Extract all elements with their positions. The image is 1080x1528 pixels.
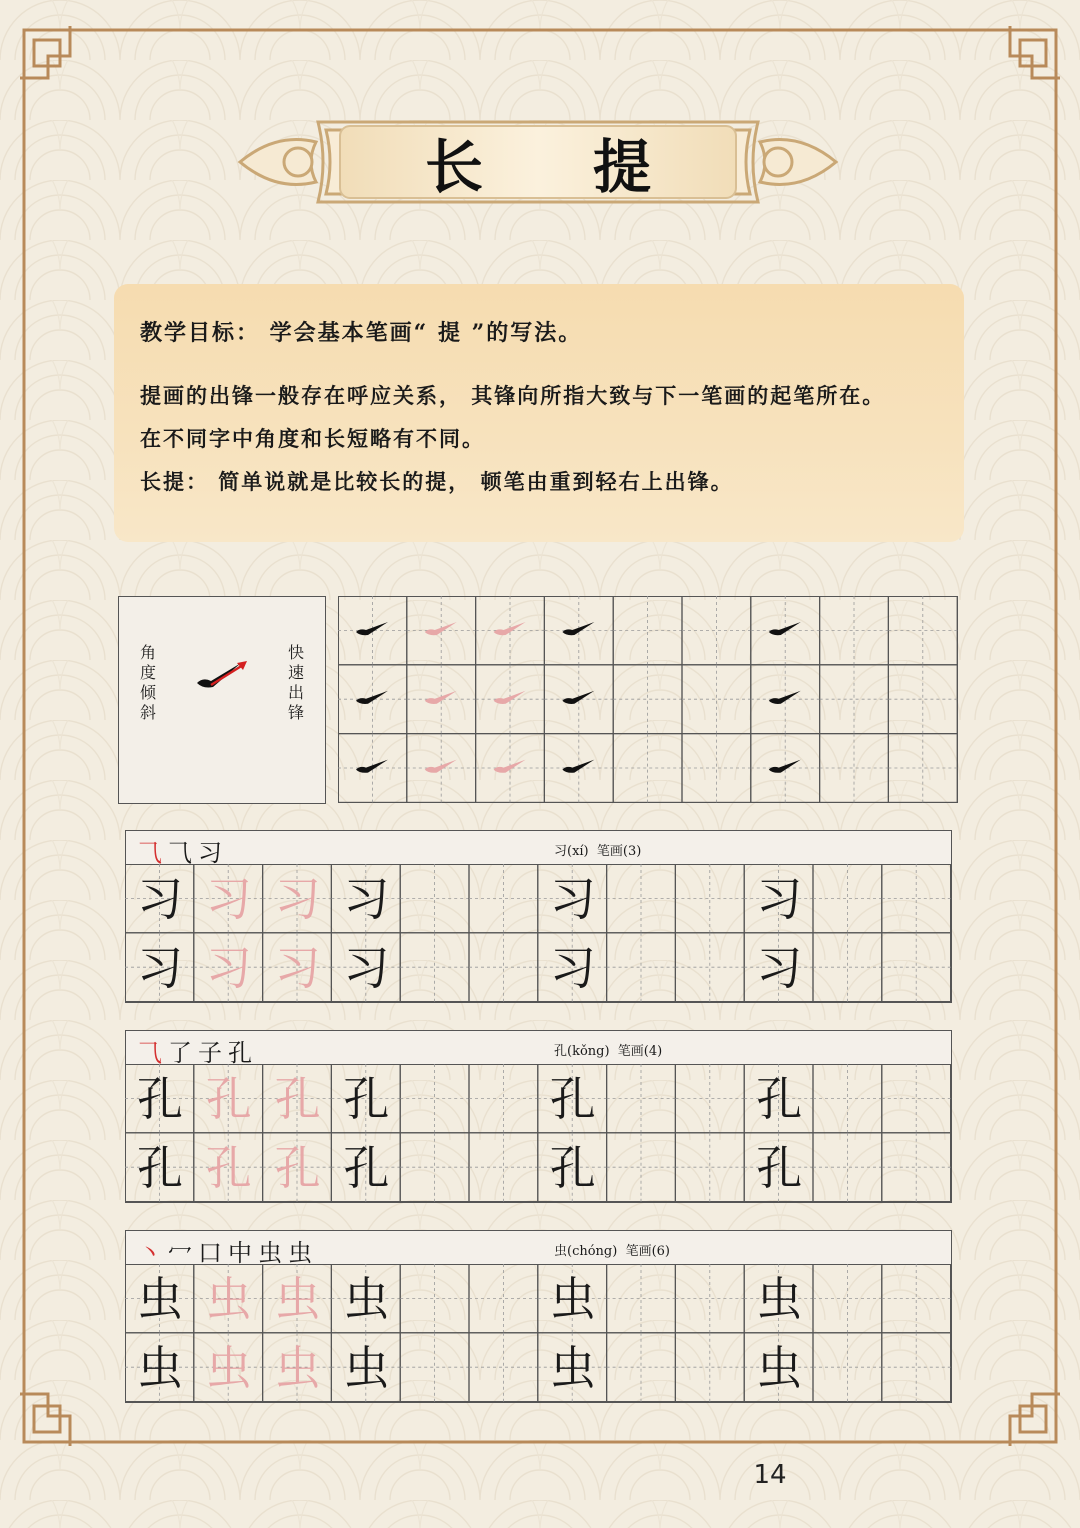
stroke-demo-icon xyxy=(189,653,259,699)
character-grid xyxy=(125,1064,952,1203)
model-character: 习 xyxy=(549,872,596,926)
trace-character: 习 xyxy=(205,940,252,995)
tick-stroke-sample xyxy=(425,691,457,704)
model-character: 虫 xyxy=(343,1272,390,1326)
character-grid xyxy=(125,1264,952,1403)
model-character: 虫 xyxy=(756,1340,803,1395)
trace-character: 孔 xyxy=(274,1072,321,1126)
trace-character: 虫 xyxy=(205,1340,252,1395)
stroke-order-step: 虫 xyxy=(258,1239,282,1267)
tick-stroke-sample xyxy=(494,691,526,704)
stroke-order-step: 孔 xyxy=(228,1039,252,1067)
trace-character: 孔 xyxy=(274,1140,321,1195)
stroke-order xyxy=(138,1033,258,1068)
trace-character: 习 xyxy=(205,872,252,926)
page-number: 14 xyxy=(753,1460,787,1490)
model-character: 虫 xyxy=(756,1272,803,1326)
goal-text-3: 长提： 简单说就是比较长的提， 顿笔由重到轻右上出锋。 xyxy=(140,469,734,494)
stroke-order-header xyxy=(125,1030,952,1067)
model-character: 虫 xyxy=(549,1340,596,1395)
model-character: 孔 xyxy=(549,1140,596,1195)
model-character: 孔 xyxy=(756,1072,803,1126)
model-character: 虫 xyxy=(549,1272,596,1326)
trace-character: 虫 xyxy=(274,1340,321,1395)
model-character: 习 xyxy=(343,872,390,926)
stroke-order-step: 丶 xyxy=(138,1239,162,1267)
character-info: 虫(chóng) 笔画(6) xyxy=(554,1244,670,1259)
stroke-order-step: 中 xyxy=(228,1239,252,1267)
page-title xyxy=(340,124,736,200)
tick-stroke-sample xyxy=(494,760,526,773)
trace-character: 虫 xyxy=(274,1272,321,1326)
stroke-order xyxy=(138,1233,318,1268)
model-character: 虫 xyxy=(343,1340,390,1395)
goal-text-1: 提画的出锋一般存在呼应关系， 其锋向所指大致与下一笔画的起笔所在。 xyxy=(140,383,886,408)
demo-right-label: 快速出锋 xyxy=(287,643,304,722)
stroke-order-step: 了 xyxy=(168,1039,192,1067)
character-info: 习(xí) 笔画(3) xyxy=(554,844,642,859)
stroke-order-step: 习 xyxy=(198,839,222,867)
tick-stroke-sample xyxy=(425,622,457,635)
teaching-goal-box xyxy=(114,284,964,542)
title-char-1: 长 xyxy=(424,133,483,201)
trace-character: 虫 xyxy=(205,1272,252,1326)
stroke-order-step: ⺄ xyxy=(138,839,162,867)
trace-character: 孔 xyxy=(205,1140,252,1195)
stroke-order-step: 冖 xyxy=(168,1239,192,1267)
model-character: 虫 xyxy=(137,1340,183,1395)
model-character: 虫 xyxy=(137,1272,183,1326)
stroke-order-step: ⺄ xyxy=(138,1039,162,1067)
model-character: 孔 xyxy=(137,1072,183,1126)
model-character: 孔 xyxy=(756,1140,803,1195)
stroke-demo-box xyxy=(118,596,326,804)
tick-stroke-sample xyxy=(425,760,457,773)
stroke-order-step: 虫 xyxy=(288,1239,312,1267)
title-char-2: 提 xyxy=(593,133,652,201)
goal-text-2: 在不同字中角度和长短略有不同。 xyxy=(140,426,485,451)
character-info: 孔(kǒng) 笔画(4) xyxy=(554,1044,663,1059)
trace-character: 习 xyxy=(274,872,321,926)
stroke-order-step: 口 xyxy=(198,1239,222,1267)
stroke-order xyxy=(138,833,228,868)
stroke-order-step: 子 xyxy=(198,1039,222,1067)
model-character: 习 xyxy=(137,940,183,995)
model-character: 习 xyxy=(343,940,390,995)
demo-left-label: 角度倾斜 xyxy=(139,643,156,722)
model-character: 孔 xyxy=(137,1140,183,1195)
model-character: 孔 xyxy=(549,1072,596,1126)
model-character: 习 xyxy=(756,872,803,926)
trace-character: 孔 xyxy=(205,1072,252,1126)
stroke-practice-grid xyxy=(338,596,958,803)
tick-stroke-sample xyxy=(769,760,801,773)
goal-heading: 教学目标： 学会基本笔画“ 提 ”的写法。 xyxy=(140,320,583,346)
model-character: 孔 xyxy=(343,1072,390,1126)
character-grid xyxy=(125,864,952,1003)
model-character: 习 xyxy=(549,940,596,995)
stroke-order-step: ⺄ xyxy=(168,839,192,867)
model-character: 习 xyxy=(137,872,183,926)
trace-character: 习 xyxy=(274,940,321,995)
tick-stroke-sample xyxy=(769,622,801,635)
stroke-order-header xyxy=(125,1230,952,1267)
model-character: 习 xyxy=(756,940,803,995)
stroke-order-header xyxy=(125,830,952,867)
model-character: 孔 xyxy=(343,1140,390,1195)
tick-stroke-sample xyxy=(769,691,801,704)
tick-stroke-sample xyxy=(494,622,526,635)
